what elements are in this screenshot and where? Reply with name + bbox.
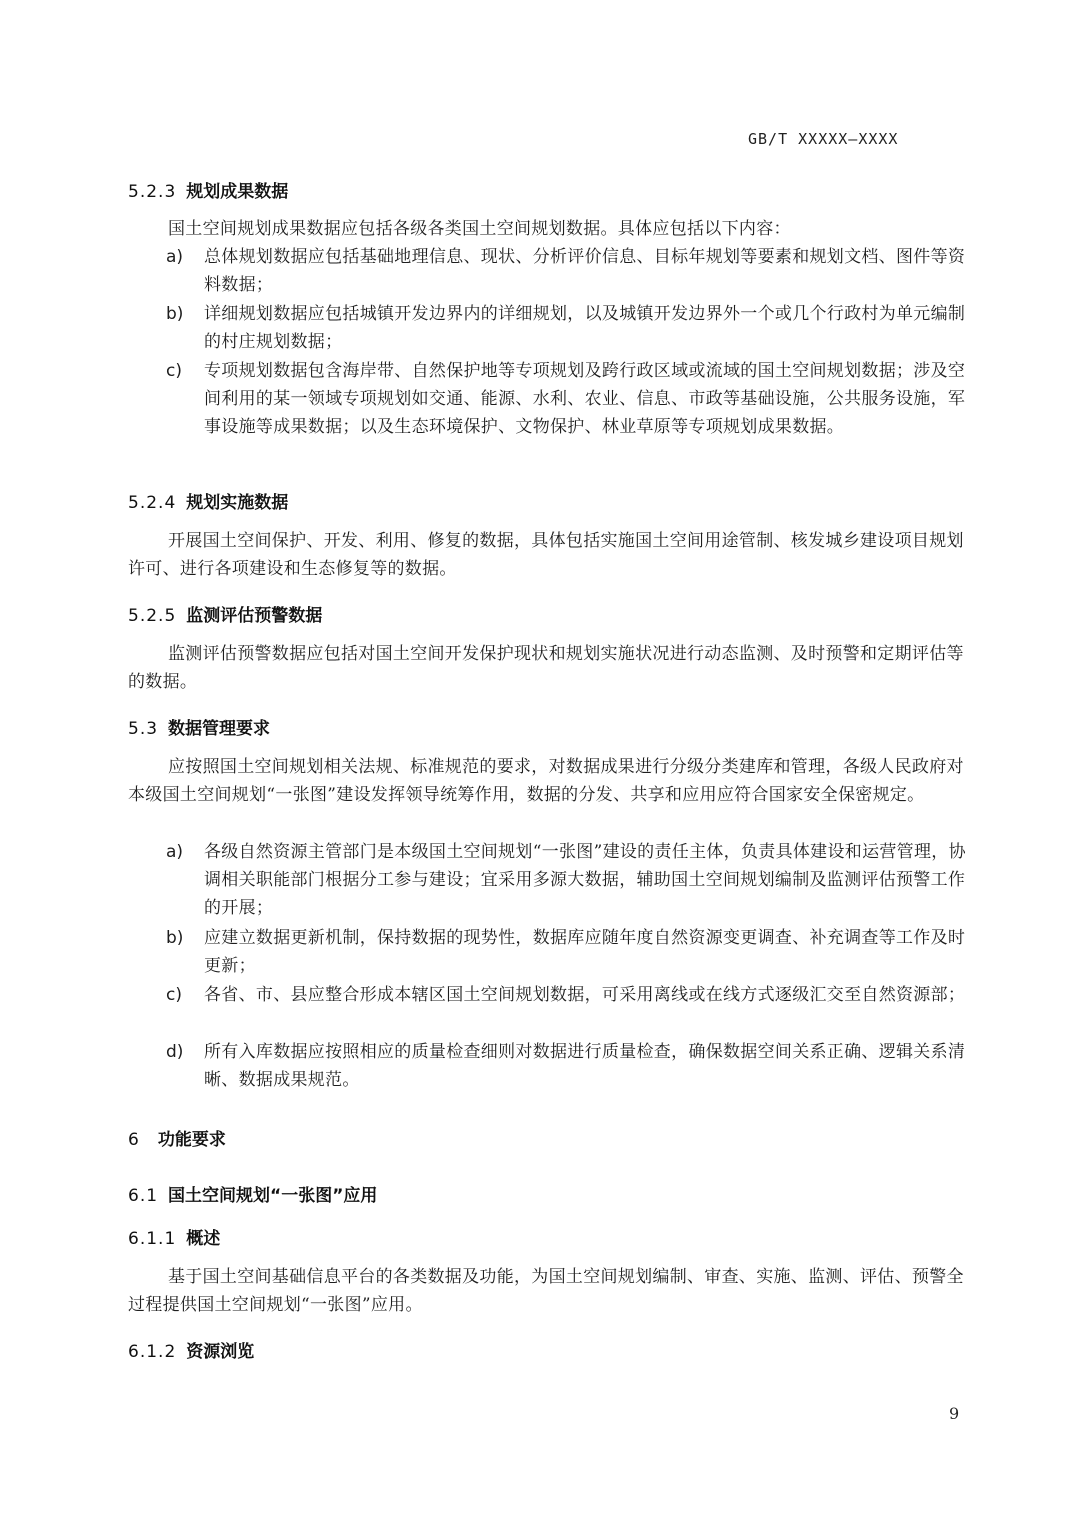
section-heading-5-2-3 — [128, 177, 288, 202]
list-item-text: 总体规划数据应包括基础地理信息、现状、分析评价信息、目标年规划等要素和规划文档、图件等资料数据； — [204, 247, 966, 295]
section-title: 数据管理要求 — [168, 719, 271, 739]
section-heading-6-1 — [128, 1181, 377, 1206]
section-number: 5.2.5 — [128, 606, 177, 626]
section-number: 6.1.1 — [128, 1229, 177, 1249]
list-item-text: 详细规划数据应包括城镇开发边界内的详细规划，以及城镇开发边界外一个或几个行政村为单元编制的村庄规划数据； — [204, 304, 966, 352]
list-item-text: 所有入库数据应按照相应的质量检查细则对数据进行质量检查，确保数据空间关系正确、逻辑关系清晰、数据成果规范。 — [204, 1042, 966, 1090]
list-item-text: 各省、市、县应整合形成本辖区国土空间规划数据，可采用离线或在线方式逐级汇交至自然资源部； — [204, 985, 966, 1005]
section-heading-6-1-1 — [128, 1224, 220, 1249]
list-item-text: 专项规划数据包含海岸带、自然保护地等专项规划及跨行政区域或流域的国土空间规划数据；涉及空间利用的某一领域专项规划如交通、能源、水利、农业、信息、市政等基础设施，公共服务设施，军事设施等成果数据；以及生态环境保护、文物保护、林业草原等专项规划成果数据。 — [204, 361, 966, 437]
section-5-2-5-body: 监测评估预警数据应包括对国土空间开发保护现状和规划实施状况进行动态监测、及时预警和定期评估等的数据。 — [128, 644, 964, 692]
section-6-1-1-body: 基于国土空间基础信息平台的各类数据及功能，为国土空间规划编制、审查、实施、监测、评估、预警全过程提供国土空间规划“一张图”应用。 — [128, 1267, 964, 1315]
list-marker: b) — [166, 928, 184, 948]
list-item — [166, 300, 976, 356]
section-title: 监测评估预警数据 — [186, 606, 323, 626]
section-heading-5-3 — [128, 714, 270, 739]
section-title: 功能要求 — [157, 1130, 226, 1150]
list-item — [166, 243, 976, 299]
list-item-text: 各级自然资源主管部门是本级国土空间规划“一张图”建设的责任主体，负责具体建设和运营管理，协调相关职能部门根据分工参与建设；宜采用多源大数据，辅助国土空间规划编制及监测评估预警工作的开展； — [204, 842, 966, 918]
list-item — [166, 924, 976, 980]
list-marker: a) — [166, 842, 184, 862]
chapter-heading-6 — [128, 1125, 226, 1150]
section-title: 规划成果数据 — [186, 182, 289, 202]
section-number: 6.1.2 — [128, 1342, 177, 1362]
section-5-2-4-body: 开展国土空间保护、开发、利用、修复的数据，具体包括实施国土空间用途管制、核发城乡建设项目规划许可、进行各项建设和生态修复等的数据。 — [128, 531, 964, 579]
section-title: 国土空间规划“一张图”应用 — [168, 1186, 378, 1206]
section-title: 概述 — [186, 1229, 221, 1249]
section-heading-5-2-5 — [128, 601, 322, 626]
section-title: 规划实施数据 — [186, 493, 289, 513]
section-number: 5.2.4 — [128, 493, 177, 513]
page-number: 9 — [949, 1404, 960, 1423]
section-5-2-3-intro: 国土空间规划成果数据应包括各级各类国土空间规划数据。具体应包括以下内容： — [168, 219, 791, 239]
list-item-text: 应建立数据更新机制，保持数据的现势性，数据库应随年度自然资源变更调查、补充调查等工作及时更新； — [204, 928, 966, 976]
section-number: 5.3 — [128, 719, 159, 739]
section-number: 6 — [128, 1130, 140, 1150]
section-title: 资源浏览 — [186, 1342, 255, 1362]
section-5-3-body: 应按照国土空间规划相关法规、标准规范的要求，对数据成果进行分级分类建库和管理，各级人民政府对本级国土空间规划“一张图”建设发挥领导统筹作用，数据的分发、共享和应用应符合国家安全保密规定。 — [128, 757, 964, 805]
section-heading-6-1-2 — [128, 1337, 254, 1362]
list-marker: b) — [166, 304, 184, 324]
list-item — [166, 838, 976, 922]
list-marker: d) — [166, 1042, 184, 1062]
list-item — [166, 357, 976, 441]
list-marker: c) — [166, 361, 182, 381]
section-number: 5.2.3 — [128, 182, 177, 202]
section-number: 6.1 — [128, 1186, 159, 1206]
list-marker: c) — [166, 985, 182, 1005]
section-heading-5-2-4 — [128, 488, 288, 513]
list-marker: a) — [166, 247, 184, 267]
standard-code: GB/T XXXXX—XXXX — [748, 130, 899, 148]
list-item — [166, 1038, 976, 1094]
list-item — [166, 981, 976, 1009]
